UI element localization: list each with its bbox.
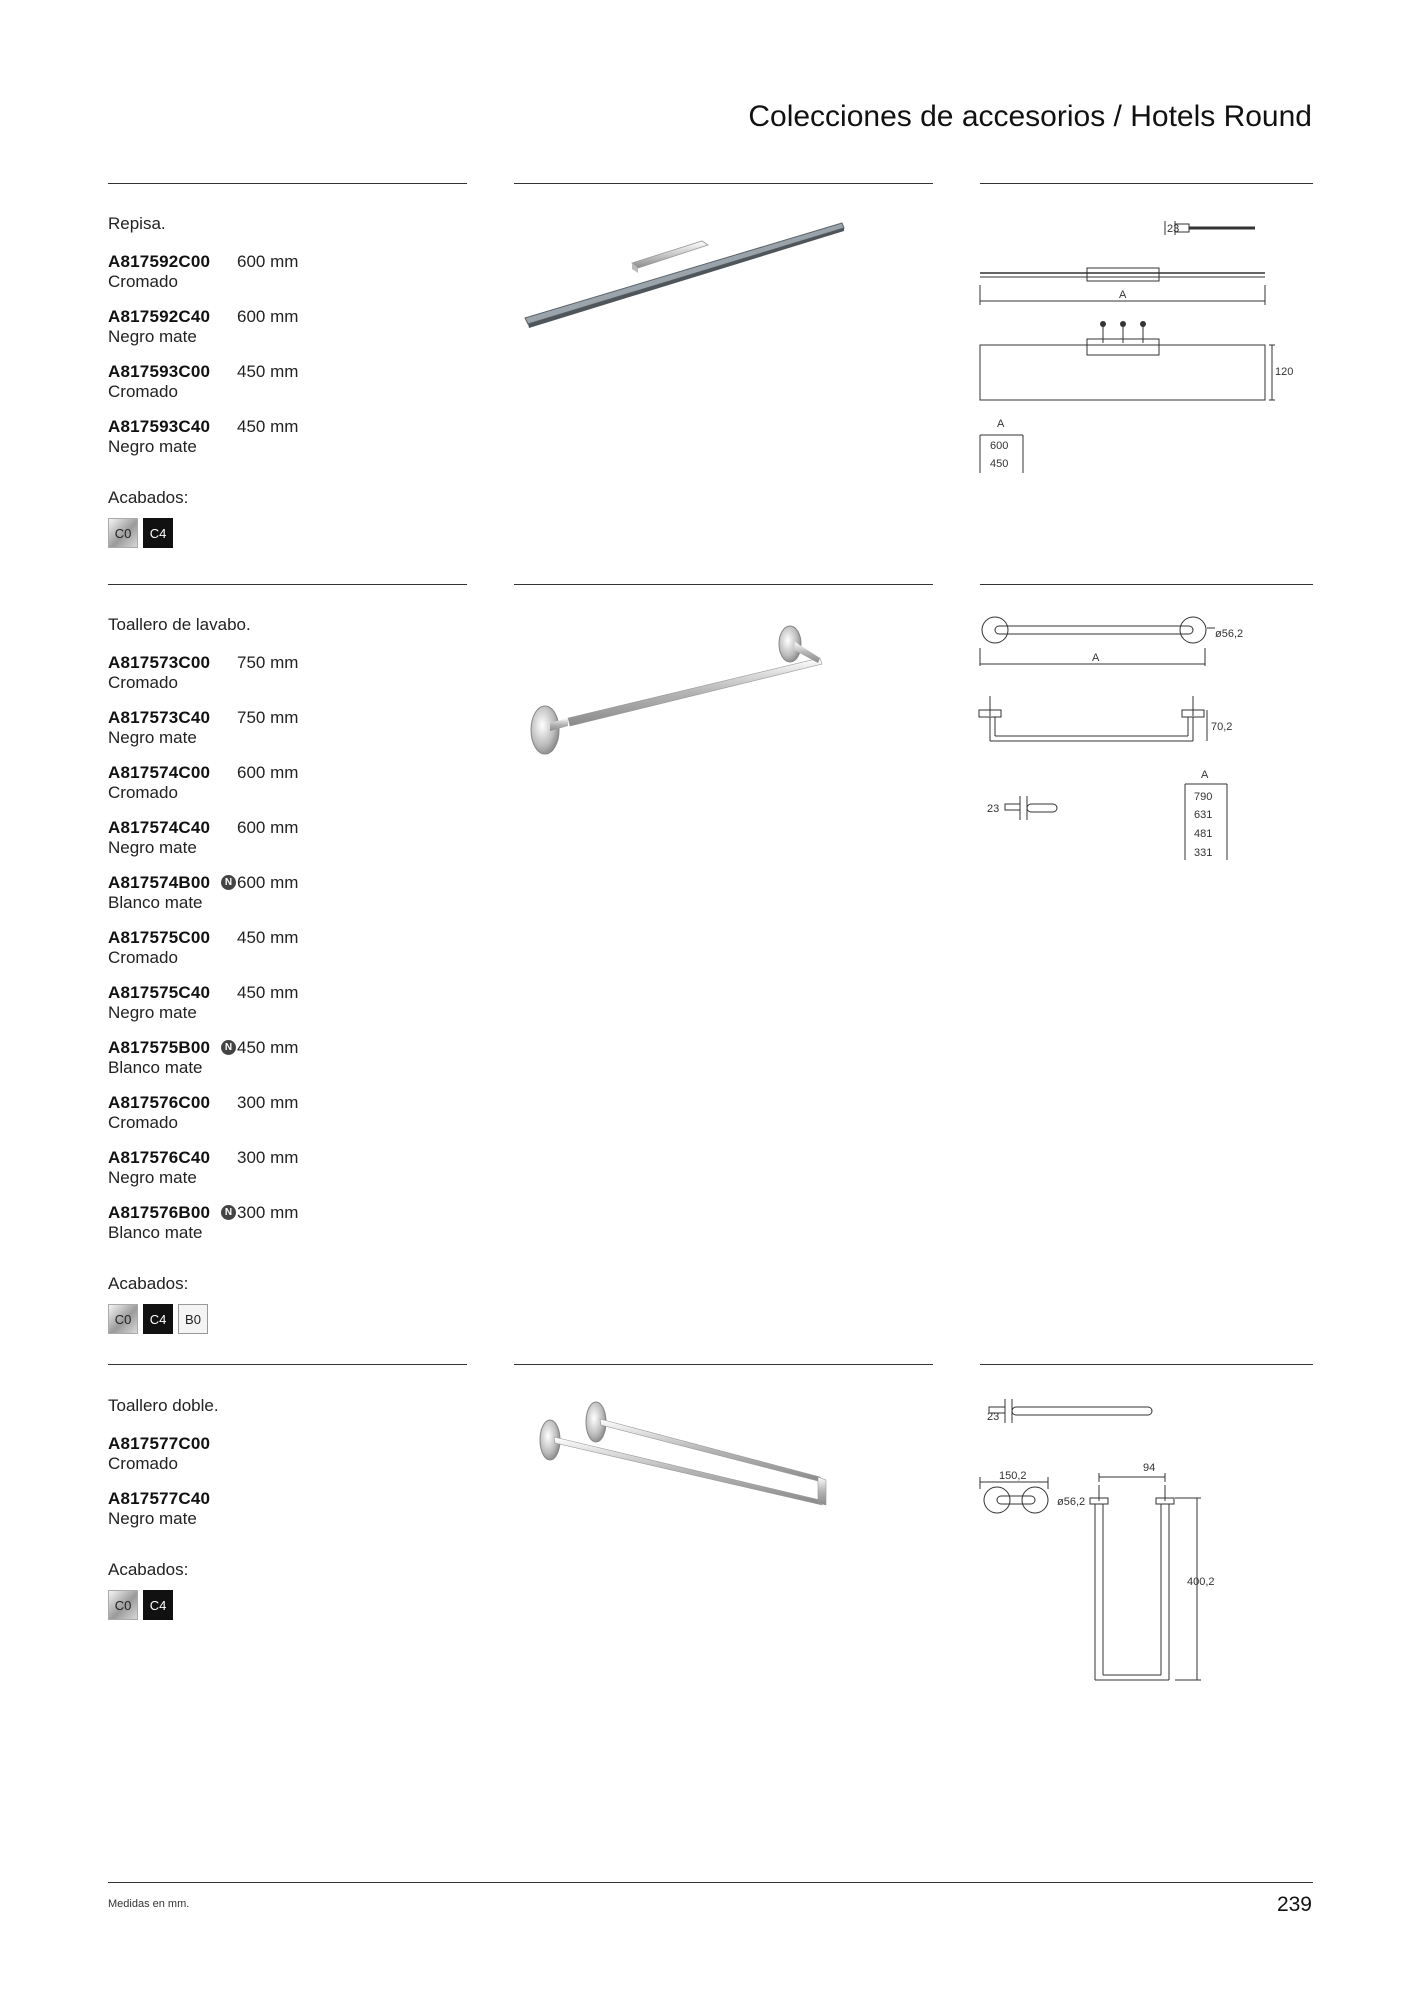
product-size: 450 mm — [237, 417, 299, 436]
dim-depth: 23 — [987, 803, 1000, 815]
product-finish: Negro mate — [108, 838, 197, 857]
finish-swatches — [108, 1304, 468, 1334]
list-item — [108, 1093, 468, 1132]
page-title: Colecciones de accesorios / Hotels Round — [748, 100, 1312, 133]
product-code: A817593C00 — [108, 362, 211, 381]
section-repisa — [108, 214, 468, 548]
product-size: 450 mm — [237, 362, 299, 381]
product-code: A817575B00 — [108, 1038, 211, 1057]
product-finish: Cromado — [108, 1454, 178, 1473]
dim-a: A — [1092, 652, 1100, 664]
swatch-chrome: C0 — [108, 1304, 138, 1334]
dim-height: 70,2 — [1211, 721, 1233, 733]
section-divider — [108, 1364, 467, 1365]
dim-height: 120 — [1275, 366, 1294, 378]
dim-spacing-label: 94 — [1143, 1462, 1156, 1474]
product-code: A817575C00 — [108, 928, 211, 947]
swatch-chrome: C0 — [108, 518, 138, 548]
finish-swatches — [108, 1590, 468, 1620]
table-value: 450 — [990, 458, 1009, 470]
table-header: A — [1201, 769, 1209, 781]
double-towel-bar-product-image — [530, 1395, 850, 1525]
section-toallero-lavabo — [108, 615, 468, 1334]
product-finish: Negro mate — [108, 728, 197, 747]
finish-swatches — [108, 518, 468, 548]
product-code: A817592C40 — [108, 307, 211, 326]
swatch-matte-black: C4 — [143, 1590, 173, 1620]
product-code: A817573C00 — [108, 653, 211, 672]
table-value: 631 — [1194, 809, 1213, 821]
list-item — [108, 653, 468, 692]
dim-depth: 23 — [987, 1411, 1000, 1423]
product-finish: Negro mate — [108, 1003, 197, 1022]
section-toallero-doble — [108, 1396, 468, 1620]
product-size: 450 mm — [237, 928, 299, 947]
finishes-label: Acabados: — [108, 1560, 189, 1579]
product-finish: Cromado — [108, 673, 178, 692]
dim-length: 400,2 — [1187, 1576, 1215, 1588]
list-item — [108, 307, 468, 346]
product-size: 600 mm — [237, 252, 299, 271]
list-item — [108, 873, 468, 912]
section-divider — [514, 584, 933, 585]
section-divider — [514, 183, 933, 184]
new-badge: N — [221, 1040, 236, 1055]
list-item — [108, 763, 468, 802]
product-code: A817574B00 — [108, 873, 211, 892]
list-item — [108, 417, 468, 456]
finishes-label: Acabados: — [108, 1274, 189, 1293]
product-finish: Negro mate — [108, 437, 197, 456]
dim-diameter: ø56,2 — [1057, 1496, 1086, 1508]
product-finish: Cromado — [108, 382, 178, 401]
product-size: 300 mm — [237, 1093, 299, 1112]
section-title: Toallero de lavabo. — [108, 615, 251, 634]
product-finish: Cromado — [108, 1113, 178, 1132]
section-title: Toallero doble. — [108, 1396, 219, 1415]
product-code: A817576B00 — [108, 1203, 211, 1222]
list-item — [108, 818, 468, 857]
dim-diameter: ø56,2 — [1215, 628, 1244, 640]
product-code: A817577C00 — [108, 1434, 211, 1453]
new-badge: N — [221, 875, 236, 890]
shelf-technical-drawing — [975, 205, 1305, 475]
product-code: A817593C40 — [108, 417, 211, 436]
product-size: 600 mm — [237, 818, 299, 837]
product-code: A817575C40 — [108, 983, 211, 1002]
list-item — [108, 1203, 468, 1242]
page-number: 239 — [1276, 1893, 1312, 1916]
product-code: A817577C40 — [108, 1489, 211, 1508]
product-code: A817576C40 — [108, 1148, 211, 1167]
section-divider — [514, 1364, 933, 1365]
product-finish: Blanco mate — [108, 893, 203, 912]
list-item — [108, 1434, 468, 1473]
product-size: 750 mm — [237, 653, 299, 672]
swatch-matte-black: C4 — [143, 1304, 173, 1334]
dim-width: 150,2 — [999, 1470, 1027, 1482]
product-size: 750 mm — [237, 708, 299, 727]
product-code: A817573C40 — [108, 708, 211, 727]
section-divider — [980, 584, 1313, 585]
list-item — [108, 1148, 468, 1187]
table-header: A — [997, 418, 1005, 430]
table-value: 600 — [990, 440, 1009, 452]
swatch-matte-black: C4 — [143, 518, 173, 548]
product-size: 600 mm — [237, 873, 299, 892]
section-divider — [108, 183, 467, 184]
product-finish: Negro mate — [108, 1509, 197, 1528]
shelf-product-image — [520, 215, 850, 340]
list-item — [108, 708, 468, 747]
product-size: 300 mm — [237, 1203, 299, 1222]
footer-note: Medidas en mm. — [108, 1898, 190, 1910]
finishes-label: Acabados: — [108, 488, 189, 507]
footer-divider — [108, 1882, 1313, 1883]
product-size: 450 mm — [237, 1038, 299, 1057]
product-finish: Cromado — [108, 783, 178, 802]
section-divider — [980, 1364, 1313, 1365]
dim-a: A — [1119, 289, 1127, 301]
product-code: A817574C40 — [108, 818, 211, 837]
table-value: 331 — [1194, 847, 1213, 859]
product-code: A817592C00 — [108, 252, 211, 271]
product-finish: Blanco mate — [108, 1223, 203, 1242]
section-title: Repisa. — [108, 214, 166, 233]
list-item — [108, 1489, 468, 1528]
product-code: A817576C00 — [108, 1093, 211, 1112]
list-item — [108, 252, 468, 291]
list-item — [108, 362, 468, 401]
product-finish: Cromado — [108, 948, 178, 967]
list-item — [108, 928, 468, 967]
double-towel-bar-technical-drawing — [975, 1385, 1305, 1685]
product-size: 450 mm — [237, 983, 299, 1002]
swatch-matte-white: B0 — [178, 1304, 208, 1334]
list-item — [108, 1038, 468, 1077]
product-finish: Blanco mate — [108, 1058, 203, 1077]
product-finish: Negro mate — [108, 1168, 197, 1187]
list-item — [108, 983, 468, 1022]
section-divider — [108, 584, 467, 585]
towel-bar-technical-drawing — [975, 608, 1305, 868]
towel-bar-product-image — [520, 622, 850, 762]
product-size: 600 mm — [237, 307, 299, 326]
product-size: 600 mm — [237, 763, 299, 782]
section-divider — [980, 183, 1313, 184]
product-code: A817574C00 — [108, 763, 211, 782]
swatch-chrome: C0 — [108, 1590, 138, 1620]
new-badge: N — [221, 1205, 236, 1220]
product-finish: Negro mate — [108, 327, 197, 346]
table-value: 481 — [1194, 828, 1213, 840]
product-size: 300 mm — [237, 1148, 299, 1167]
table-value: 790 — [1194, 791, 1213, 803]
dim-depth: 23 — [1167, 223, 1180, 235]
product-finish: Cromado — [108, 272, 178, 291]
